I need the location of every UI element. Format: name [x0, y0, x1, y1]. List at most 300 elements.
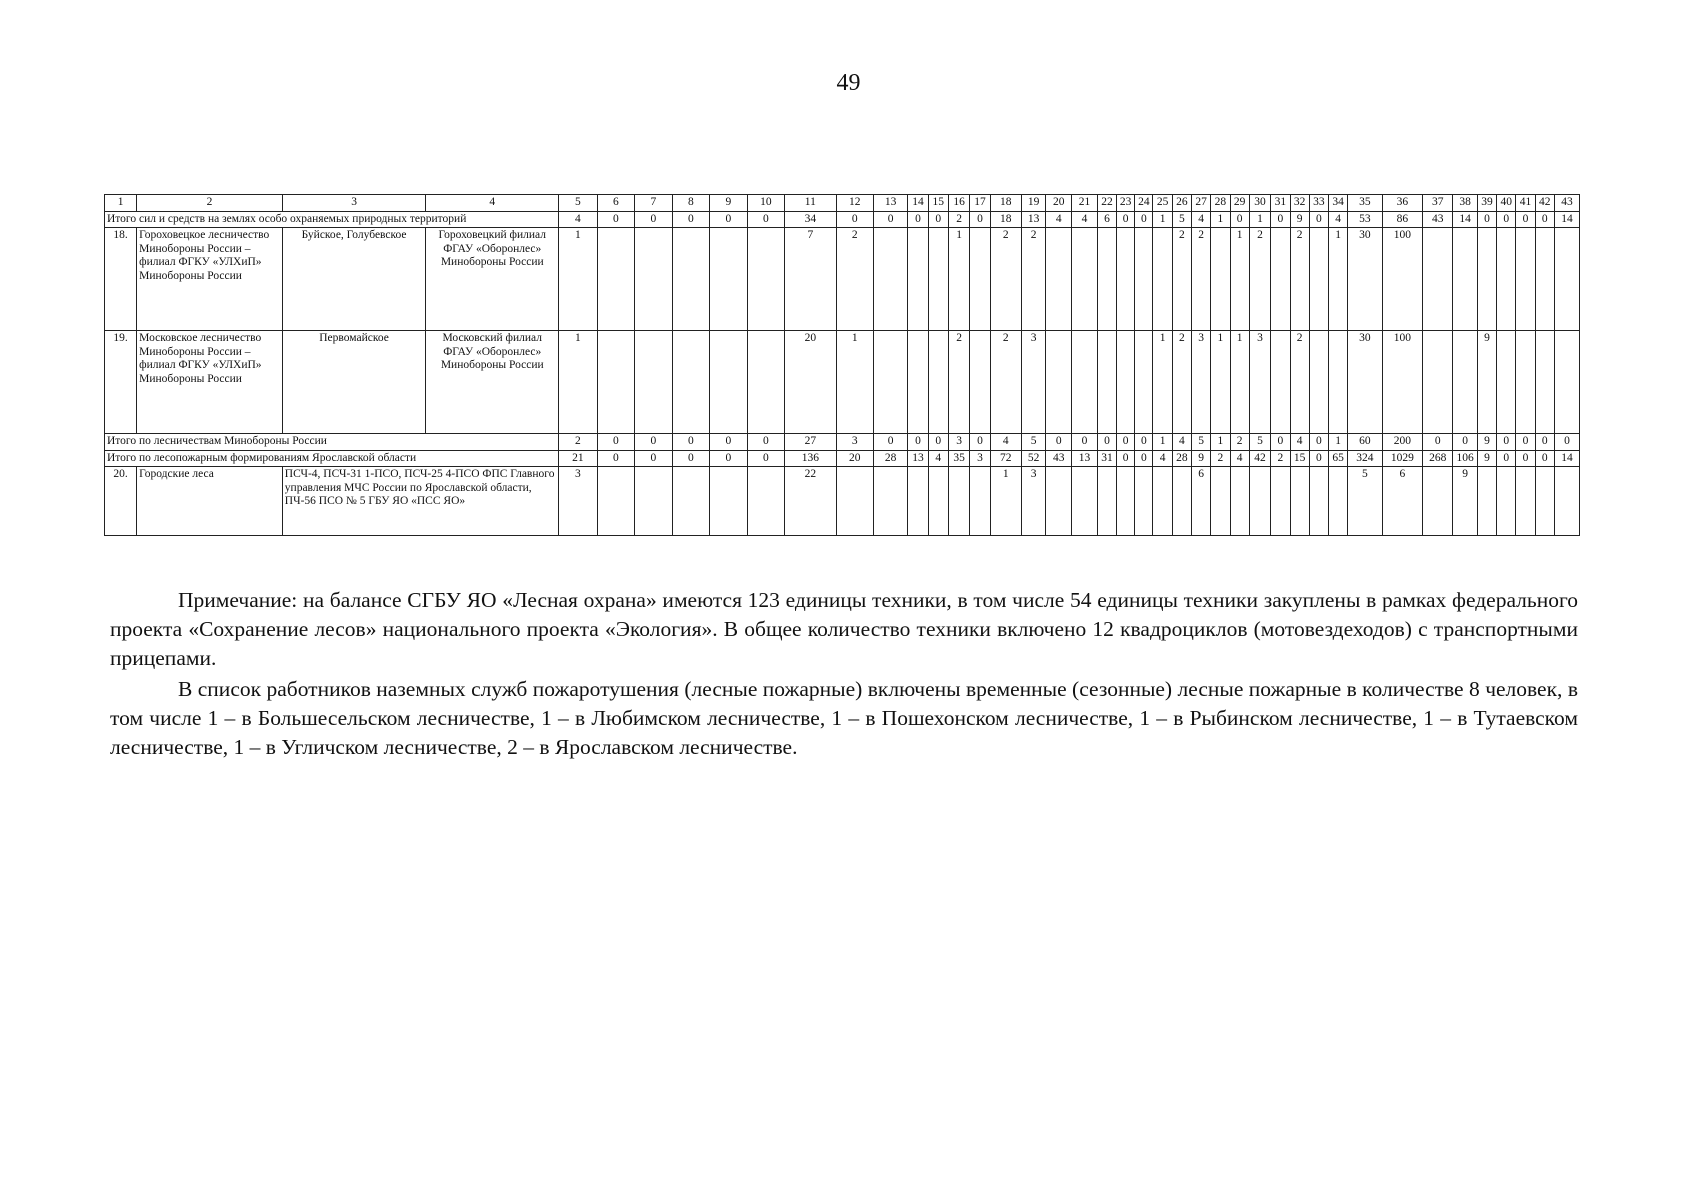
value-cell: 136 [785, 450, 836, 467]
value-cell [1172, 467, 1191, 536]
column-number: 40 [1497, 195, 1516, 212]
value-cell: 0 [1535, 434, 1554, 451]
value-cell: 42 [1249, 450, 1270, 467]
column-number: 18 [990, 195, 1021, 212]
value-cell: 0 [836, 211, 873, 228]
value-cell [1271, 467, 1290, 536]
column-number: 43 [1554, 195, 1579, 212]
value-cell: 13 [1072, 450, 1098, 467]
value-cell [1497, 331, 1516, 434]
value-cell [1072, 228, 1098, 331]
value-cell [672, 228, 709, 331]
value-cell: 72 [990, 450, 1021, 467]
value-cell [1477, 228, 1496, 331]
column-number: 25 [1153, 195, 1172, 212]
column-number: 1 [105, 195, 137, 212]
value-cell: 6 [1382, 467, 1423, 536]
column-number: 16 [948, 195, 969, 212]
value-cell [1423, 331, 1453, 434]
value-cell: 1 [1153, 211, 1172, 228]
value-cell [747, 467, 784, 536]
organization-name: Гороховецкий филиал ФГАУ «Оборонлес» Минобороны России [426, 228, 559, 331]
value-cell: 0 [597, 434, 634, 451]
value-cell [1423, 228, 1453, 331]
value-cell [1535, 228, 1554, 331]
value-cell: 0 [747, 211, 784, 228]
value-cell: 4 [1172, 434, 1191, 451]
column-number: 15 [928, 195, 948, 212]
value-cell [1453, 228, 1478, 331]
value-cell: 2 [836, 228, 873, 331]
value-cell: 0 [672, 434, 709, 451]
value-cell: 0 [1135, 450, 1153, 467]
value-cell: 2 [990, 331, 1021, 434]
value-cell [1046, 467, 1072, 536]
value-cell: 4 [1290, 434, 1309, 451]
value-cell: 0 [970, 211, 990, 228]
column-number: 26 [1172, 195, 1191, 212]
value-cell: 0 [710, 450, 747, 467]
column-number: 4 [426, 195, 559, 212]
value-cell: 52 [1021, 450, 1046, 467]
value-cell: 200 [1382, 434, 1423, 451]
column-number: 21 [1072, 195, 1098, 212]
district-name: Первомайское [282, 331, 426, 434]
column-number: 23 [1117, 195, 1135, 212]
value-cell: 0 [1535, 211, 1554, 228]
forestry-name: Гороховецкое лесничество Минобороны России – филиал ФГКУ «УЛХиП» Минобороны России [137, 228, 283, 331]
column-number: 31 [1271, 195, 1290, 212]
value-cell: 4 [1046, 211, 1072, 228]
value-cell: 9 [1453, 467, 1478, 536]
value-cell: 21 [559, 450, 598, 467]
column-number: 6 [597, 195, 634, 212]
value-cell: 0 [970, 434, 990, 451]
value-cell: 35 [948, 450, 969, 467]
column-number: 29 [1230, 195, 1249, 212]
value-cell [1271, 331, 1290, 434]
column-number: 11 [785, 195, 836, 212]
value-cell [597, 331, 634, 434]
value-cell: 100 [1382, 331, 1423, 434]
value-cell [1097, 228, 1116, 331]
value-cell: 5 [1192, 434, 1211, 451]
value-cell [1329, 467, 1348, 536]
value-cell: 2 [1172, 331, 1191, 434]
column-number: 32 [1290, 195, 1309, 212]
value-cell: 0 [1135, 211, 1153, 228]
value-cell [836, 467, 873, 536]
value-cell: 0 [908, 434, 928, 451]
value-cell: 2 [1249, 228, 1270, 331]
value-cell: 9 [1290, 211, 1309, 228]
value-cell [1423, 467, 1453, 536]
value-cell: 2 [1230, 434, 1249, 451]
value-cell: 0 [597, 211, 634, 228]
value-cell: 3 [1021, 467, 1046, 536]
value-cell [1309, 228, 1328, 331]
value-cell: 6 [1097, 211, 1116, 228]
value-cell: 86 [1382, 211, 1423, 228]
value-cell [1135, 331, 1153, 434]
value-cell: 2 [1290, 331, 1309, 434]
value-cell: 0 [635, 450, 672, 467]
column-number: 27 [1192, 195, 1211, 212]
value-cell [1211, 467, 1230, 536]
value-cell: 0 [1423, 434, 1453, 451]
note-paragraph-1: Примечание: на балансе СГБУ ЯО «Лесная охрана» имеются 123 единицы техники, в том числе 54 единицы техники закуплены в рамках федерального проекта «Сохранение лесов» национального проекта «Экология». В общее количество техники включено 12 квадроциклов (мотовездеходов) с транспортными прицепами. [110, 588, 1578, 670]
value-cell [1516, 228, 1535, 331]
value-cell: 34 [785, 211, 836, 228]
value-cell: 30 [1348, 228, 1382, 331]
value-cell [908, 228, 928, 331]
value-cell: 9 [1477, 434, 1496, 451]
value-cell [1453, 331, 1478, 434]
value-cell: 0 [597, 450, 634, 467]
value-cell: 0 [928, 434, 948, 451]
value-cell [908, 331, 928, 434]
value-cell [1497, 467, 1516, 536]
organization-name: ПСЧ-4, ПСЧ-31 1-ПСО, ПСЧ-25 4-ПСО ФПС Главного управления МЧС России по Ярославской области, ПЧ-56 ПСО № 5 ГБУ ЯО «ПСС ЯО» [282, 467, 558, 536]
value-cell: 4 [1192, 211, 1211, 228]
value-cell [1211, 228, 1230, 331]
column-number: 3 [282, 195, 426, 212]
column-number: 36 [1382, 195, 1423, 212]
value-cell [1477, 467, 1496, 536]
value-cell: 0 [874, 211, 908, 228]
value-cell: 0 [710, 211, 747, 228]
value-cell: 14 [1554, 211, 1579, 228]
value-cell: 5 [1021, 434, 1046, 451]
forestry-name: Московское лесничество Минобороны России – филиал ФГКУ «УЛХиП» Минобороны России [137, 331, 283, 434]
column-number: 28 [1211, 195, 1230, 212]
value-cell [874, 228, 908, 331]
value-cell: 268 [1423, 450, 1453, 467]
value-cell [635, 228, 672, 331]
value-cell: 0 [710, 434, 747, 451]
column-number: 8 [672, 195, 709, 212]
total-defense-ministry-row [105, 434, 1580, 451]
value-cell: 0 [1271, 211, 1290, 228]
value-cell: 2 [1021, 228, 1046, 331]
value-cell: 9 [1477, 450, 1496, 467]
value-cell [908, 467, 928, 536]
value-cell: 3 [1021, 331, 1046, 434]
value-cell: 0 [1516, 211, 1535, 228]
value-cell [635, 331, 672, 434]
row-number: 20. [105, 467, 137, 536]
value-cell: 28 [1172, 450, 1191, 467]
value-cell: 4 [559, 211, 598, 228]
column-number: 34 [1329, 195, 1348, 212]
total-label: Итого по лесопожарным формированиям Ярославской области [105, 450, 559, 467]
column-number: 19 [1021, 195, 1046, 212]
value-cell: 0 [1309, 211, 1328, 228]
value-cell [635, 467, 672, 536]
value-cell: 9 [1477, 331, 1496, 434]
value-cell: 31 [1097, 450, 1116, 467]
row-number: 18. [105, 228, 137, 331]
value-cell: 1 [1211, 211, 1230, 228]
column-number: 42 [1535, 195, 1554, 212]
value-cell: 0 [635, 211, 672, 228]
value-cell: 4 [1072, 211, 1098, 228]
value-cell: 0 [1497, 211, 1516, 228]
value-cell [1117, 331, 1135, 434]
value-cell: 0 [1554, 434, 1579, 451]
value-cell: 3 [836, 434, 873, 451]
column-number: 17 [970, 195, 990, 212]
value-cell [1135, 467, 1153, 536]
value-cell [1153, 228, 1172, 331]
value-cell: 0 [1535, 450, 1554, 467]
value-cell: 3 [1192, 331, 1211, 434]
column-number: 38 [1453, 195, 1478, 212]
value-cell: 60 [1348, 434, 1382, 451]
value-cell: 106 [1453, 450, 1478, 467]
value-cell: 3 [970, 450, 990, 467]
column-number: 9 [710, 195, 747, 212]
value-cell: 4 [1230, 450, 1249, 467]
value-cell [1249, 467, 1270, 536]
value-cell: 1029 [1382, 450, 1423, 467]
value-cell [1046, 331, 1072, 434]
value-cell [1497, 228, 1516, 331]
value-cell: 0 [1072, 434, 1098, 451]
value-cell: 324 [1348, 450, 1382, 467]
value-cell [1535, 467, 1554, 536]
value-cell: 1 [1153, 434, 1172, 451]
total-label: Итого сил и средств на землях особо охраняемых природных территорий [105, 211, 559, 228]
value-cell: 3 [948, 434, 969, 451]
value-cell: 100 [1382, 228, 1423, 331]
value-cell: 43 [1046, 450, 1072, 467]
value-cell [928, 228, 948, 331]
value-cell: 1 [1211, 434, 1230, 451]
value-cell: 28 [874, 450, 908, 467]
value-cell [1153, 467, 1172, 536]
value-cell: 4 [1153, 450, 1172, 467]
data-table [104, 194, 1580, 536]
value-cell [1117, 467, 1135, 536]
value-cell: 15 [1290, 450, 1309, 467]
total-region-row [105, 450, 1580, 467]
value-cell: 0 [928, 211, 948, 228]
value-cell: 3 [1249, 331, 1270, 434]
value-cell [710, 467, 747, 536]
value-cell: 2 [1192, 228, 1211, 331]
organization-name: Московский филиал ФГАУ «Оборонлес» Минобороны России [426, 331, 559, 434]
value-cell [1072, 331, 1098, 434]
value-cell: 4 [990, 434, 1021, 451]
forest-fire-resources-table [104, 194, 1580, 536]
value-cell: 1 [990, 467, 1021, 536]
value-cell [710, 331, 747, 434]
forestry-name: Городские леса [137, 467, 283, 536]
value-cell [970, 467, 990, 536]
value-cell: 1 [948, 228, 969, 331]
value-cell: 2 [559, 434, 598, 451]
table-row [105, 467, 1580, 536]
value-cell [1230, 467, 1249, 536]
table-row [105, 228, 1580, 331]
value-cell [1554, 228, 1579, 331]
value-cell: 0 [1516, 450, 1535, 467]
value-cell: 2 [948, 331, 969, 434]
value-cell [1097, 467, 1116, 536]
value-cell [1097, 331, 1116, 434]
column-number: 24 [1135, 195, 1153, 212]
value-cell [1535, 331, 1554, 434]
value-cell: 2 [1211, 450, 1230, 467]
value-cell [1309, 467, 1328, 536]
value-cell: 20 [785, 331, 836, 434]
table-row [105, 331, 1580, 434]
value-cell: 27 [785, 434, 836, 451]
value-cell [1046, 228, 1072, 331]
value-cell: 9 [1192, 450, 1211, 467]
value-cell [1554, 331, 1579, 434]
value-cell: 18 [990, 211, 1021, 228]
column-number: 39 [1477, 195, 1496, 212]
value-cell: 1 [1153, 331, 1172, 434]
value-cell: 1 [1230, 331, 1249, 434]
notes-section [110, 586, 1578, 762]
note-paragraph-2: В список работников наземных служб пожаротушения (лесные пожарные) включены временные (сезонные) лесные пожарные в количестве 8 человек, в том числе 1 – в Большесельском лесничестве, 1 – в Любимском лесничестве, 1 – в Пошехонском лесничестве, 1 – в Рыбинском лесничестве, 1 – в Тутаевском лесничестве, 1 – в Угличском лесничестве, 2 – в Ярославском лесничестве. [110, 677, 1578, 759]
column-number: 33 [1309, 195, 1328, 212]
value-cell: 0 [672, 450, 709, 467]
value-cell [1072, 467, 1098, 536]
value-cell [1516, 331, 1535, 434]
value-cell: 13 [908, 450, 928, 467]
value-cell: 14 [1453, 211, 1478, 228]
value-cell [1516, 467, 1535, 536]
column-number: 14 [908, 195, 928, 212]
value-cell: 0 [1497, 434, 1516, 451]
value-cell: 2 [1271, 450, 1290, 467]
value-cell [1271, 228, 1290, 331]
value-cell [747, 331, 784, 434]
column-number: 7 [635, 195, 672, 212]
value-cell [747, 228, 784, 331]
value-cell: 1 [1329, 228, 1348, 331]
value-cell: 7 [785, 228, 836, 331]
district-name: Буйское, Голубевское [282, 228, 426, 331]
page-number: 49 [836, 70, 861, 96]
value-cell: 0 [1230, 211, 1249, 228]
value-cell: 0 [1516, 434, 1535, 451]
value-cell: 0 [1097, 434, 1116, 451]
value-cell: 4 [1329, 211, 1348, 228]
value-cell: 14 [1554, 450, 1579, 467]
value-cell: 4 [928, 450, 948, 467]
value-cell: 0 [1271, 434, 1290, 451]
column-number: 5 [559, 195, 598, 212]
value-cell: 0 [1477, 211, 1496, 228]
column-number: 10 [747, 195, 784, 212]
value-cell: 65 [1329, 450, 1348, 467]
value-cell: 5 [1348, 467, 1382, 536]
value-cell: 30 [1348, 331, 1382, 434]
value-cell: 0 [1117, 450, 1135, 467]
value-cell: 1 [1211, 331, 1230, 434]
value-cell [948, 467, 969, 536]
value-cell: 0 [747, 434, 784, 451]
value-cell [970, 331, 990, 434]
value-cell [672, 331, 709, 434]
value-cell: 0 [908, 211, 928, 228]
value-cell [874, 467, 908, 536]
value-cell: 1 [559, 331, 598, 434]
value-cell: 53 [1348, 211, 1382, 228]
value-cell [1554, 467, 1579, 536]
value-cell: 1 [1329, 434, 1348, 451]
column-number: 35 [1348, 195, 1382, 212]
value-cell: 0 [1117, 434, 1135, 451]
value-cell: 0 [1117, 211, 1135, 228]
value-cell [1329, 331, 1348, 434]
value-cell [928, 331, 948, 434]
value-cell: 1 [1230, 228, 1249, 331]
value-cell [928, 467, 948, 536]
value-cell: 0 [1135, 434, 1153, 451]
value-cell: 0 [1309, 434, 1328, 451]
value-cell: 3 [559, 467, 598, 536]
total-label: Итого по лесничествам Минобороны России [105, 434, 559, 451]
total-protected-row [105, 211, 1580, 228]
row-number: 19. [105, 331, 137, 434]
value-cell: 6 [1192, 467, 1211, 536]
value-cell: 20 [836, 450, 873, 467]
column-number: 37 [1423, 195, 1453, 212]
value-cell [874, 331, 908, 434]
value-cell [1135, 228, 1153, 331]
column-number: 22 [1097, 195, 1116, 212]
value-cell: 2 [948, 211, 969, 228]
value-cell [1117, 228, 1135, 331]
value-cell: 2 [990, 228, 1021, 331]
column-number: 13 [874, 195, 908, 212]
value-cell: 1 [559, 228, 598, 331]
value-cell [597, 467, 634, 536]
value-cell [1290, 467, 1309, 536]
value-cell: 0 [1309, 450, 1328, 467]
value-cell [672, 467, 709, 536]
column-number: 30 [1249, 195, 1270, 212]
column-number: 2 [137, 195, 283, 212]
value-cell: 0 [635, 434, 672, 451]
value-cell: 0 [1497, 450, 1516, 467]
value-cell: 13 [1021, 211, 1046, 228]
value-cell: 1 [1249, 211, 1270, 228]
column-number: 41 [1516, 195, 1535, 212]
value-cell: 43 [1423, 211, 1453, 228]
value-cell [970, 228, 990, 331]
value-cell: 0 [1453, 434, 1478, 451]
column-number: 20 [1046, 195, 1072, 212]
value-cell: 1 [836, 331, 873, 434]
value-cell: 0 [874, 434, 908, 451]
value-cell: 5 [1249, 434, 1270, 451]
value-cell: 2 [1290, 228, 1309, 331]
value-cell: 5 [1172, 211, 1191, 228]
value-cell: 0 [1046, 434, 1072, 451]
value-cell: 0 [672, 211, 709, 228]
value-cell [710, 228, 747, 331]
column-number: 12 [836, 195, 873, 212]
value-cell [1309, 331, 1328, 434]
value-cell [597, 228, 634, 331]
